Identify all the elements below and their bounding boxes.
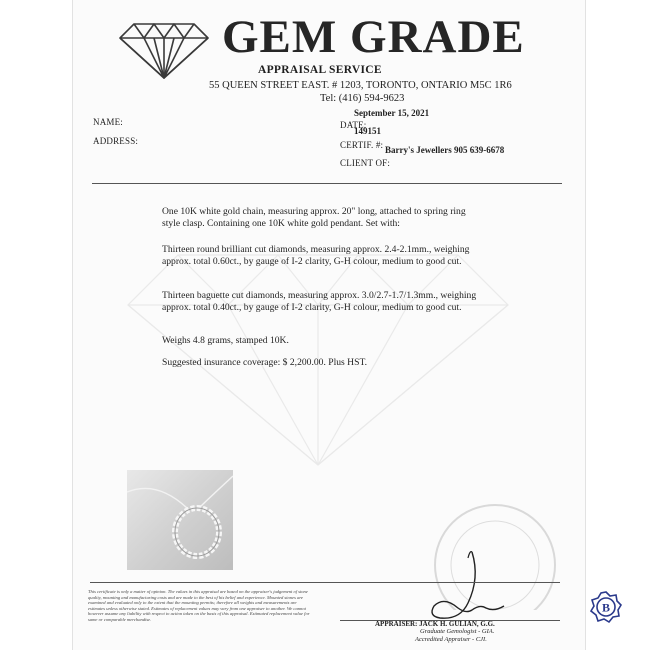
pendant-photo bbox=[127, 470, 233, 570]
badge-letter: B bbox=[601, 600, 611, 615]
appraiser-name: APPRAISER: JACK H. GULIAN, G.G. bbox=[375, 620, 495, 628]
b-badge-icon[interactable] bbox=[589, 590, 623, 624]
company-address: 55 QUEEN STREET EAST. # 1203, TORONTO, ONTARIO M5C 1R6 bbox=[209, 80, 512, 91]
header-divider bbox=[92, 183, 562, 184]
company-phone: Tel: (416) 594-9623 bbox=[320, 93, 405, 104]
client-of-label: CLIENT OF: bbox=[340, 158, 391, 168]
pendant-image bbox=[127, 470, 233, 570]
date-label: DATE: bbox=[340, 120, 367, 130]
appraiser-credential-cji: Accredited Appraiser - CJI. bbox=[415, 636, 487, 643]
company-title: GEM GRADE bbox=[222, 11, 525, 63]
date-value: September 15, 2021 bbox=[354, 108, 430, 118]
description-insurance: Suggested insurance coverage: $ 2,200.00. Plus HST. bbox=[162, 357, 367, 368]
certificate-value: Barry's Jewellers 905 639-6678 bbox=[385, 145, 505, 155]
certificate-label: CERTIF. #: bbox=[340, 140, 384, 150]
description-chain: One 10K white gold chain, measuring approx. 20" long, attached to spring ring style clasp. Containing one 10K white gold pendant. Set with: bbox=[162, 206, 466, 230]
address-label: ADDRESS: bbox=[93, 136, 139, 146]
footer-divider bbox=[90, 582, 560, 583]
appraiser-signature bbox=[410, 548, 520, 623]
description-round-diamonds: Thirteen round brilliant cut diamonds, measuring approx. 2.4-2.1mm., weighing approx. total 0.60ct., by gauge of I-2 clarity, G-H colour, medium to good cut. bbox=[162, 244, 470, 268]
company-subtitle: APPRAISAL SERVICE bbox=[258, 64, 382, 76]
appraiser-credential-gia: Graduate Gemologist - GIA. bbox=[420, 628, 495, 635]
description-weight: Weighs 4.8 grams, stamped 10K. bbox=[162, 335, 289, 346]
name-label: NAME: bbox=[93, 117, 123, 127]
reference-number: 149151 bbox=[354, 126, 381, 136]
diamond-logo-icon bbox=[118, 20, 210, 80]
disclaimer-text: This certificate is only a matter of opinion. The values in this appraisal are based on the appraiser's judgement of stone quality, mounting and manufacturing costs and are made to the best of his belief and experience. Mounted stones are examined and evaluated only to the extent that the mounting permits; therefore all weights and measurements are estimates unless otherwise stated. Estimates of replacement values may vary from one appraiser to another. We cannot however assume any liability with respect to action taken on the basis of this appraisal. Estimated replacement value for same or comparable merchandise. bbox=[88, 589, 310, 622]
description-baguette-diamonds: Thirteen baguette cut diamonds, measuring approx. 3.0/2.7-1.7/1.3mm., weighing approx. total 0.40ct., by gauge of I-2 clarity, G-H colour, medium to good cut. bbox=[162, 290, 477, 314]
